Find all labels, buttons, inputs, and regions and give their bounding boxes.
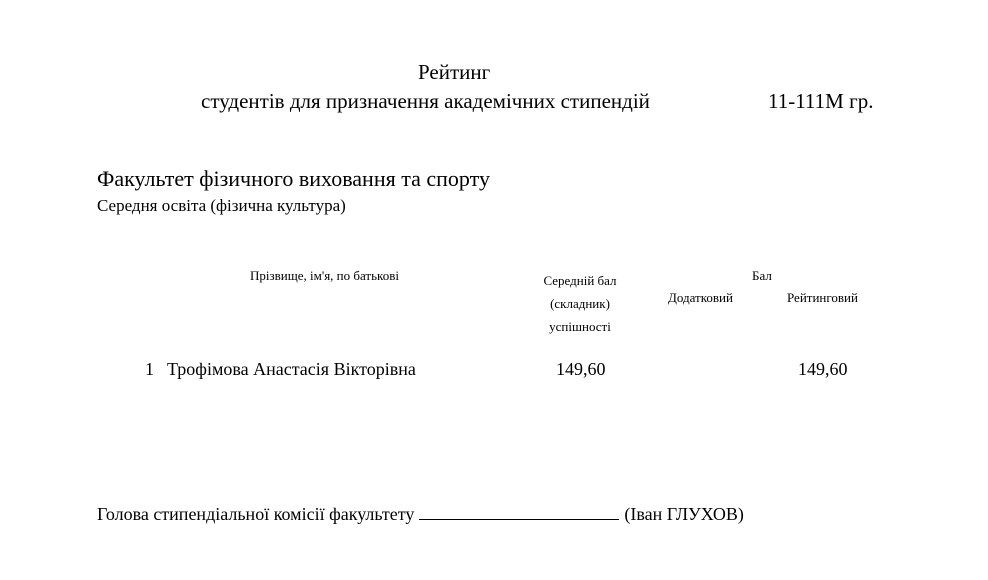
student-name: Трофімова Анастасія Вікторівна: [167, 359, 416, 379]
signatory-name: (Іван ГЛУХОВ): [624, 504, 744, 524]
document-title: Рейтинг: [418, 60, 491, 84]
signature-blank: [419, 503, 619, 520]
signature-label: Голова стипендіальної комісії факультету: [97, 504, 415, 524]
group-code: 11-111М гр.: [768, 89, 874, 113]
column-header-rating: Рейтинговий: [787, 290, 858, 305]
column-header-average: Середній бал (складник) успішності: [543, 273, 617, 334]
signature-line: [97, 503, 744, 523]
program-name: Середня освіта (фізична культура): [97, 196, 346, 215]
row-number: 1: [145, 359, 154, 379]
column-header-additional: Додатковий: [668, 290, 733, 305]
rating-score: 149,60: [798, 359, 848, 379]
column-header-name: Прізвище, ім'я, по батькові: [250, 268, 399, 283]
faculty-name: Факультет фізичного виховання та спорту: [97, 166, 490, 191]
column-header-score-group: Бал: [752, 268, 772, 283]
average-score: 149,60: [556, 359, 606, 379]
document-subtitle: студентів для призначення академічних стипендій: [201, 89, 650, 113]
